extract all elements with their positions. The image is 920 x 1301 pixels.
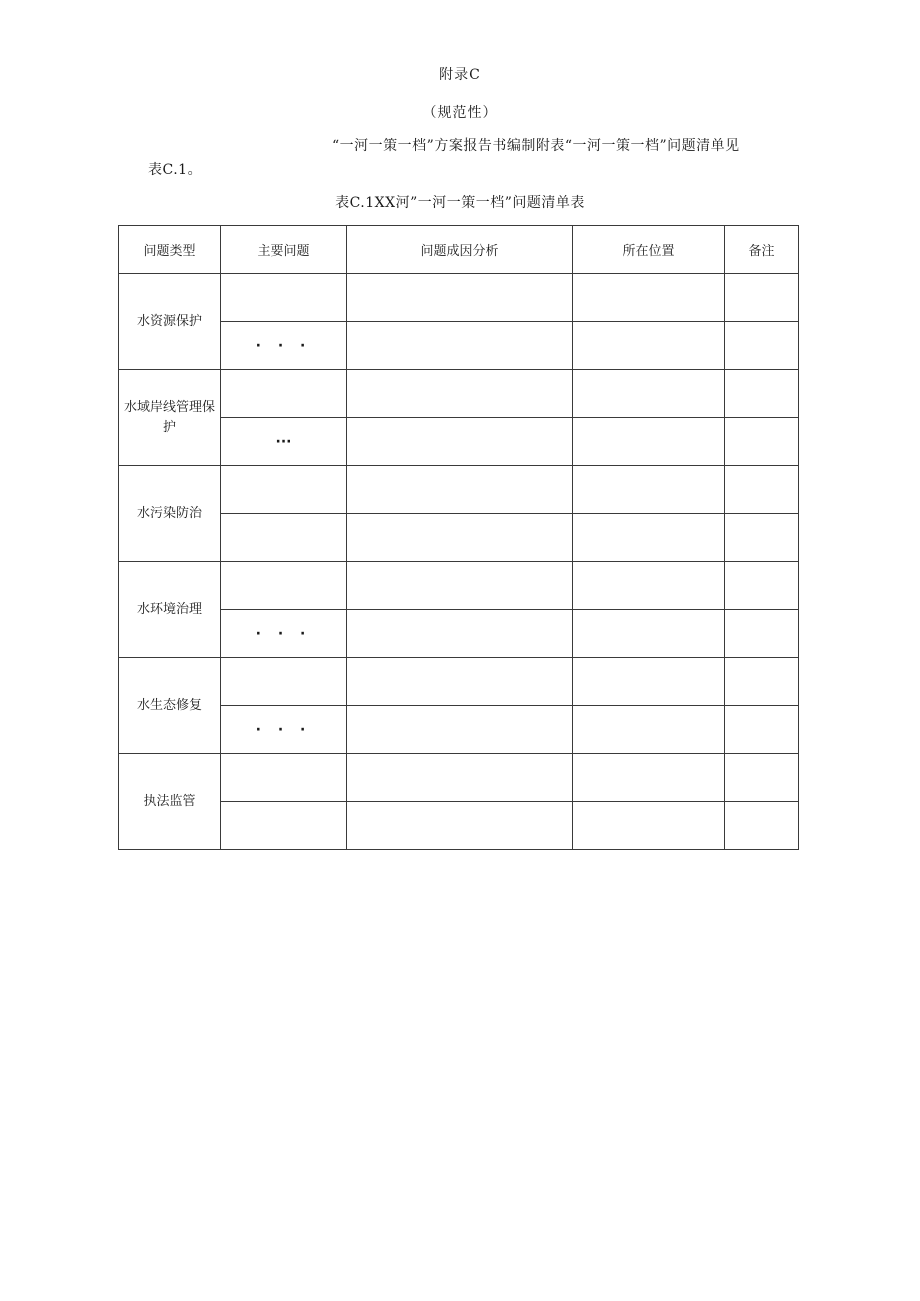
location-cell: [573, 802, 725, 850]
main-issue-cell: [221, 802, 347, 850]
remarks-cell: [725, 466, 799, 514]
location-cell: [573, 754, 725, 802]
table-row: [119, 370, 799, 418]
main-issue-cell: [221, 658, 347, 706]
cause-cell: [347, 514, 573, 562]
main-issue-cell: ···: [221, 418, 347, 466]
location-cell: [573, 370, 725, 418]
table-row: [119, 706, 799, 754]
appendix-title: 附录C: [439, 67, 481, 83]
location-cell: [573, 610, 725, 658]
main-issue-cell: [221, 466, 347, 514]
location-cell: [573, 706, 725, 754]
header-remarks: 备注: [725, 226, 799, 274]
location-cell: [573, 514, 725, 562]
location-cell: [573, 322, 725, 370]
remarks-cell: [725, 562, 799, 610]
category-cell: 水环境治理: [119, 562, 221, 658]
cause-cell: [347, 466, 573, 514]
table-header-row: [119, 226, 799, 274]
remarks-cell: [725, 274, 799, 322]
intro-line-2: 表C.1。: [148, 162, 203, 178]
table-row: [119, 610, 799, 658]
main-issue-cell: [221, 370, 347, 418]
remarks-cell: [725, 802, 799, 850]
category-cell: 水资源保护: [119, 274, 221, 370]
remarks-cell: [725, 322, 799, 370]
table-row: [119, 754, 799, 802]
category-cell: 执法监管: [119, 754, 221, 850]
intro-paragraph: [148, 134, 798, 182]
main-issue-cell: · · ·: [221, 610, 347, 658]
remarks-cell: [725, 514, 799, 562]
table-row: [119, 562, 799, 610]
issue-list-table: [118, 225, 799, 850]
main-issue-cell: · · ·: [221, 322, 347, 370]
cause-cell: [347, 322, 573, 370]
header-location: 所在位置: [573, 226, 725, 274]
table-row: [119, 274, 799, 322]
cause-cell: [347, 274, 573, 322]
main-issue-cell: [221, 514, 347, 562]
main-issue-cell: · · ·: [221, 706, 347, 754]
category-cell: 水生态修复: [119, 658, 221, 754]
remarks-cell: [725, 754, 799, 802]
remarks-cell: [725, 706, 799, 754]
cause-cell: [347, 802, 573, 850]
header-main-issue: 主要问题: [221, 226, 347, 274]
cause-cell: [347, 706, 573, 754]
category-cell: 水污染防治: [119, 466, 221, 562]
location-cell: [573, 562, 725, 610]
cause-cell: [347, 418, 573, 466]
table-row: [119, 658, 799, 706]
main-issue-cell: [221, 562, 347, 610]
cause-cell: [347, 658, 573, 706]
header-issue-type: 问题类型: [119, 226, 221, 274]
table-row: [119, 802, 799, 850]
cause-cell: [347, 370, 573, 418]
appendix-subtitle: （规范性）: [422, 105, 498, 121]
header-cause-analysis: 问题成因分析: [347, 226, 573, 274]
intro-line-1: “一河一策一档”方案报告书编制附表“一河一策一档”问题清单见: [332, 138, 740, 154]
table-caption: 表C.1XX河”一河一策一档”问题清单表: [335, 195, 585, 211]
location-cell: [573, 466, 725, 514]
cause-cell: [347, 562, 573, 610]
table-row: [119, 418, 799, 466]
table-row: [119, 514, 799, 562]
remarks-cell: [725, 418, 799, 466]
table-row: [119, 322, 799, 370]
remarks-cell: [725, 658, 799, 706]
main-issue-cell: [221, 274, 347, 322]
table-row: [119, 466, 799, 514]
remarks-cell: [725, 610, 799, 658]
main-issue-cell: [221, 754, 347, 802]
cause-cell: [347, 610, 573, 658]
location-cell: [573, 658, 725, 706]
cause-cell: [347, 754, 573, 802]
category-cell: 水域岸线管理保护: [119, 370, 221, 466]
location-cell: [573, 274, 725, 322]
remarks-cell: [725, 370, 799, 418]
location-cell: [573, 418, 725, 466]
